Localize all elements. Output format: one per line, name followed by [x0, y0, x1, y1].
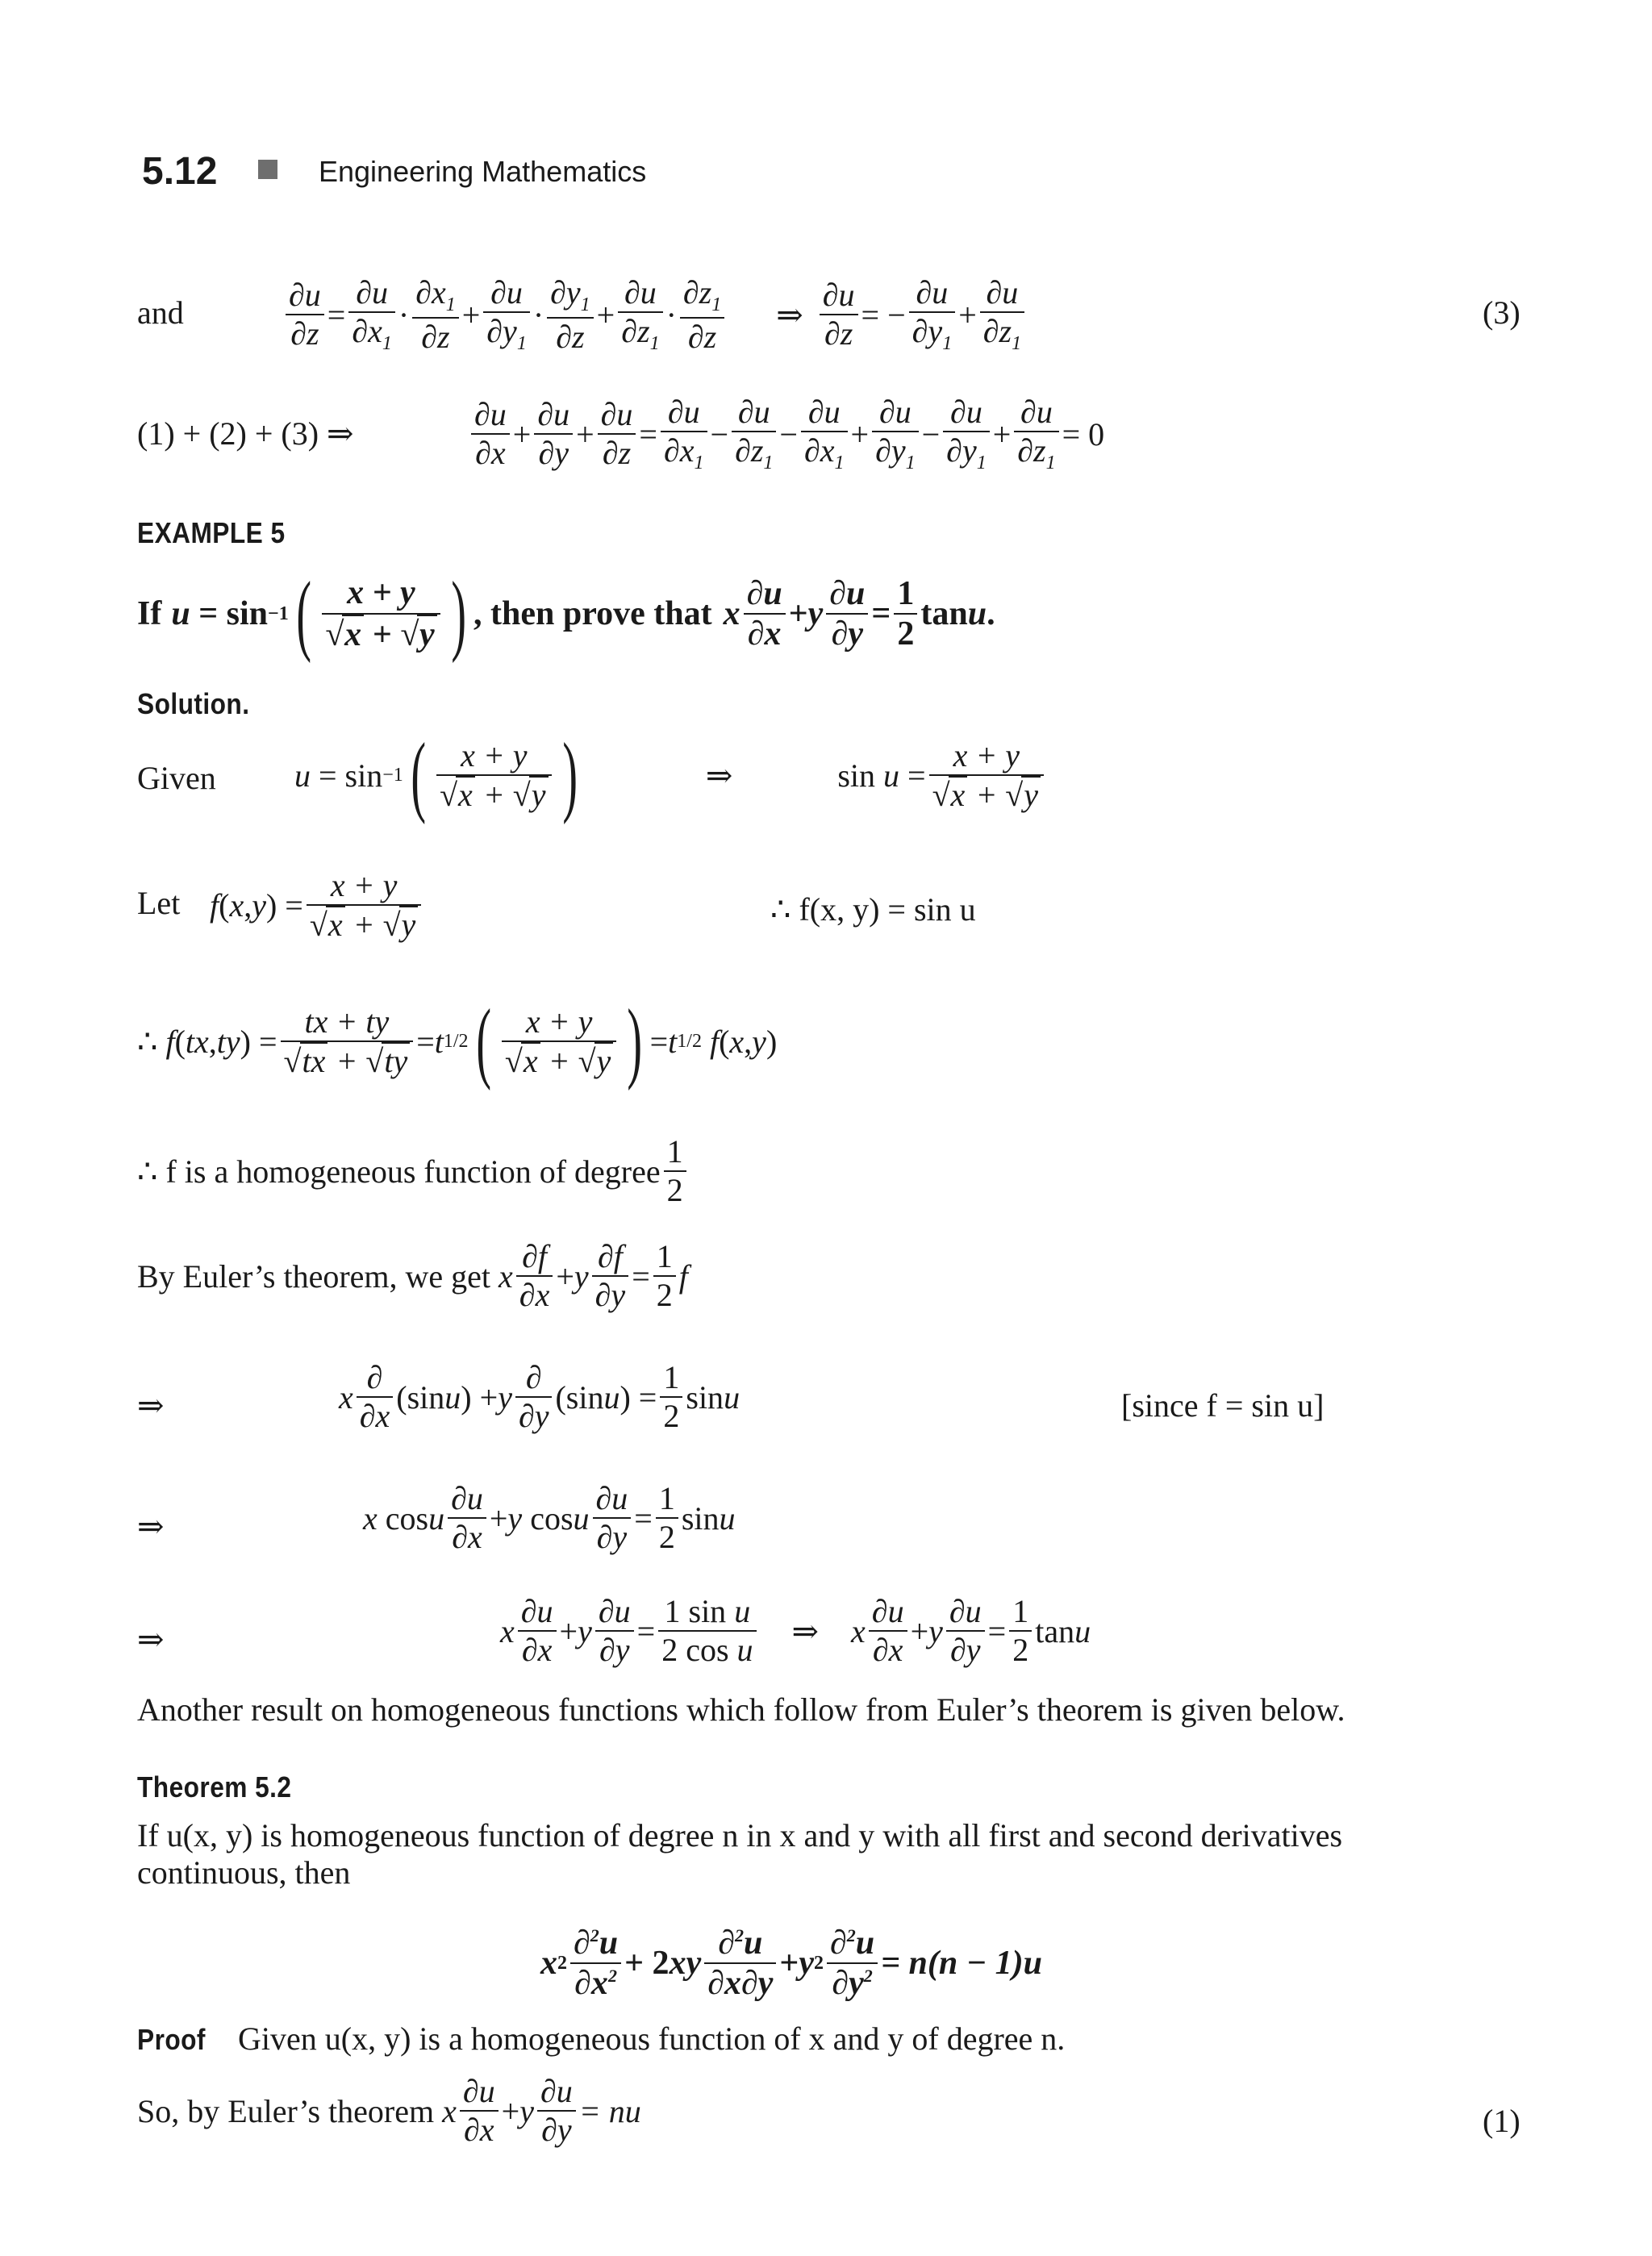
- step-2-equation: x cos u $\frac{\partial u}{\partial x}$ + y cos u $\frac{\partial u}{\partial y}$ = $\frac{1}{2}$ sin u: [363, 1480, 736, 1555]
- sum-eq-rhs: = 0: [1062, 415, 1105, 452]
- header-square-marker: [258, 160, 277, 179]
- given-lead: Given: [137, 760, 216, 796]
- example-label: EXAMPLE 5: [137, 516, 286, 549]
- sin-u-result: ∴ f(x, y) = sin u: [770, 891, 976, 928]
- sum-equation: $\frac{\partial u}{\partial x}$ + $\frac{\partial u}{\partial y}$ + $\frac{\partial u}{\partial z}$ = $\frac{\partial u}{\partial x_1}$ − $\frac{\partial u}{\partial z_1}$ − $\frac{\partial u}{\partial x_1}$ + $\frac{\partial u}{\partial y_1}$ − $\frac{\partial u}{\partial y_1}$ + $\frac{\partial u}{\partial z_1}$ = 0: [468, 394, 1104, 475]
- step-1-equation: x $\frac{\partial}{\partial x}$ (sin u ) + y $\frac{\partial}{\partial y}$ (sin u ) = $\frac{1}{2}$ sin u: [339, 1359, 740, 1434]
- step-3-equation: x $\frac{\partial u}{\partial x}$ + y $\frac{\partial u}{\partial y}$ = $\frac{\text{1 sin u}}{\text{2 cos u}}$ ⇒ x $\frac{\partial u}{\partial x}$ + y $\frac{\partial u}{\partial y}$ = $\frac{1}{2}$ tan u: [500, 1593, 1091, 1668]
- theorem-statement-line1: If u(x, y) is homogeneous function of degree n in x and y with all first and second derivatives: [137, 1817, 1343, 1854]
- homog-degree-line: ∴ f is a homogeneous function of degree $\frac{1}{2}$: [137, 1133, 690, 1209]
- example-tan: tan: [920, 595, 968, 632]
- proof-text: Given u(x, y) is a homogeneous function of x and y of degree n.: [238, 2020, 1066, 2057]
- example-statement: If u = sin −1 ( $\frac{x + y}{√x + √y}$ ) , then prove that x $\frac{\partial u}{\partial x}$ + y $\frac{\partial u}{\partial y}$ = $\frac{1}{2}$ tan u .: [137, 564, 995, 664]
- euler-text: By Euler’s theorem, we get: [137, 1257, 491, 1295]
- implies-arrow-2: ⇒: [137, 1508, 165, 1545]
- eq3-lead: and: [137, 294, 184, 331]
- solution-label: Solution.: [137, 687, 250, 720]
- proof-eq-number: (1): [1483, 2103, 1521, 2139]
- since-note: [since f = sin u]: [1121, 1387, 1325, 1424]
- let-lead: Let: [137, 885, 181, 921]
- theorem-label: Theorem 5.2: [137, 1770, 292, 1804]
- let-equation: f ( x , y ) = $\frac{x + y}{√x + √y}$: [210, 867, 424, 944]
- proof-euler-lead: So, by Euler’s theorem: [137, 2092, 435, 2129]
- another-result-text: Another result on homogeneous functions which follow from Euler’s theorem is given below.: [137, 1691, 1345, 1728]
- theorem-equation: x 2 $\frac{\partial^2u}{\partial x^2}$ + 2 xy $\frac{\partial^2u}{\partial x\partial y}$ + y 2 $\frac{\partial^2u}{\partial y^2}$ = n(n − 1)u: [540, 1924, 1043, 2003]
- theorem-statement-line2: continuous, then: [137, 1854, 351, 1891]
- implies-arrow-3: ⇒: [137, 1621, 165, 1658]
- proof-euler-line: So, by Euler’s theorem x $\frac{\partial u}{\partial x}$ + y $\frac{\partial u}{\partial y}$ = nu: [137, 2073, 641, 2148]
- proof-euler-rhs: = nu: [578, 2092, 641, 2129]
- book-title: Engineering Mathematics: [319, 155, 647, 188]
- proof-label: Proof: [137, 2023, 206, 2056]
- page-number: 5.12: [142, 150, 218, 193]
- homog-text: ∴ f is a homogeneous function of degree: [137, 1153, 661, 1190]
- eq3-number: (3): [1483, 294, 1521, 331]
- given-equation: u = sin −1 ( $\frac{x + y}{√x + √y}$ ) ⇒ sin u = $\frac{x + y}{√x + √y}$: [294, 730, 1047, 820]
- theorem-rhs: = n(n − 1)u: [881, 1945, 1043, 1983]
- equation-3: $\frac{\partial u}{\partial z}$ = $\frac{\partial u}{\partial x_1}$ · $\frac{\partial x_1}{\partial z}$ + $\frac{\partial u}{\partial y_1}$ · $\frac{\partial y_1}{\partial z}$ + $\frac{\partial u}{\partial z_1}$ · $\frac{\partial z_1}{\partial z}$ ⇒ $\frac{\partial u}{\partial z}$ = − $\frac{\partial u}{\partial y_1}$ + $\frac{\partial u}{\partial z_1}$: [282, 274, 1028, 356]
- homogeneity-equation: ∴ f ( tx , ty ) = $\frac{tx + ty}{√tx + √ty}$ = t 1/2 ( $\frac{x + y}{√x + √y}$ ) = t 1/2 f ( x , y ): [137, 991, 778, 1091]
- euler-line: By Euler’s theorem, we get x $\frac{\partial f}{\partial x}$ + y $\frac{\partial f}{\partial y}$ = $\frac{1}{2}$ f: [137, 1238, 688, 1313]
- example-if: If: [137, 595, 162, 632]
- example-then: , then prove that: [473, 595, 712, 632]
- implies-arrow-1: ⇒: [137, 1387, 165, 1424]
- sum-eq-lead: (1) + (2) + (3) ⇒: [137, 415, 354, 452]
